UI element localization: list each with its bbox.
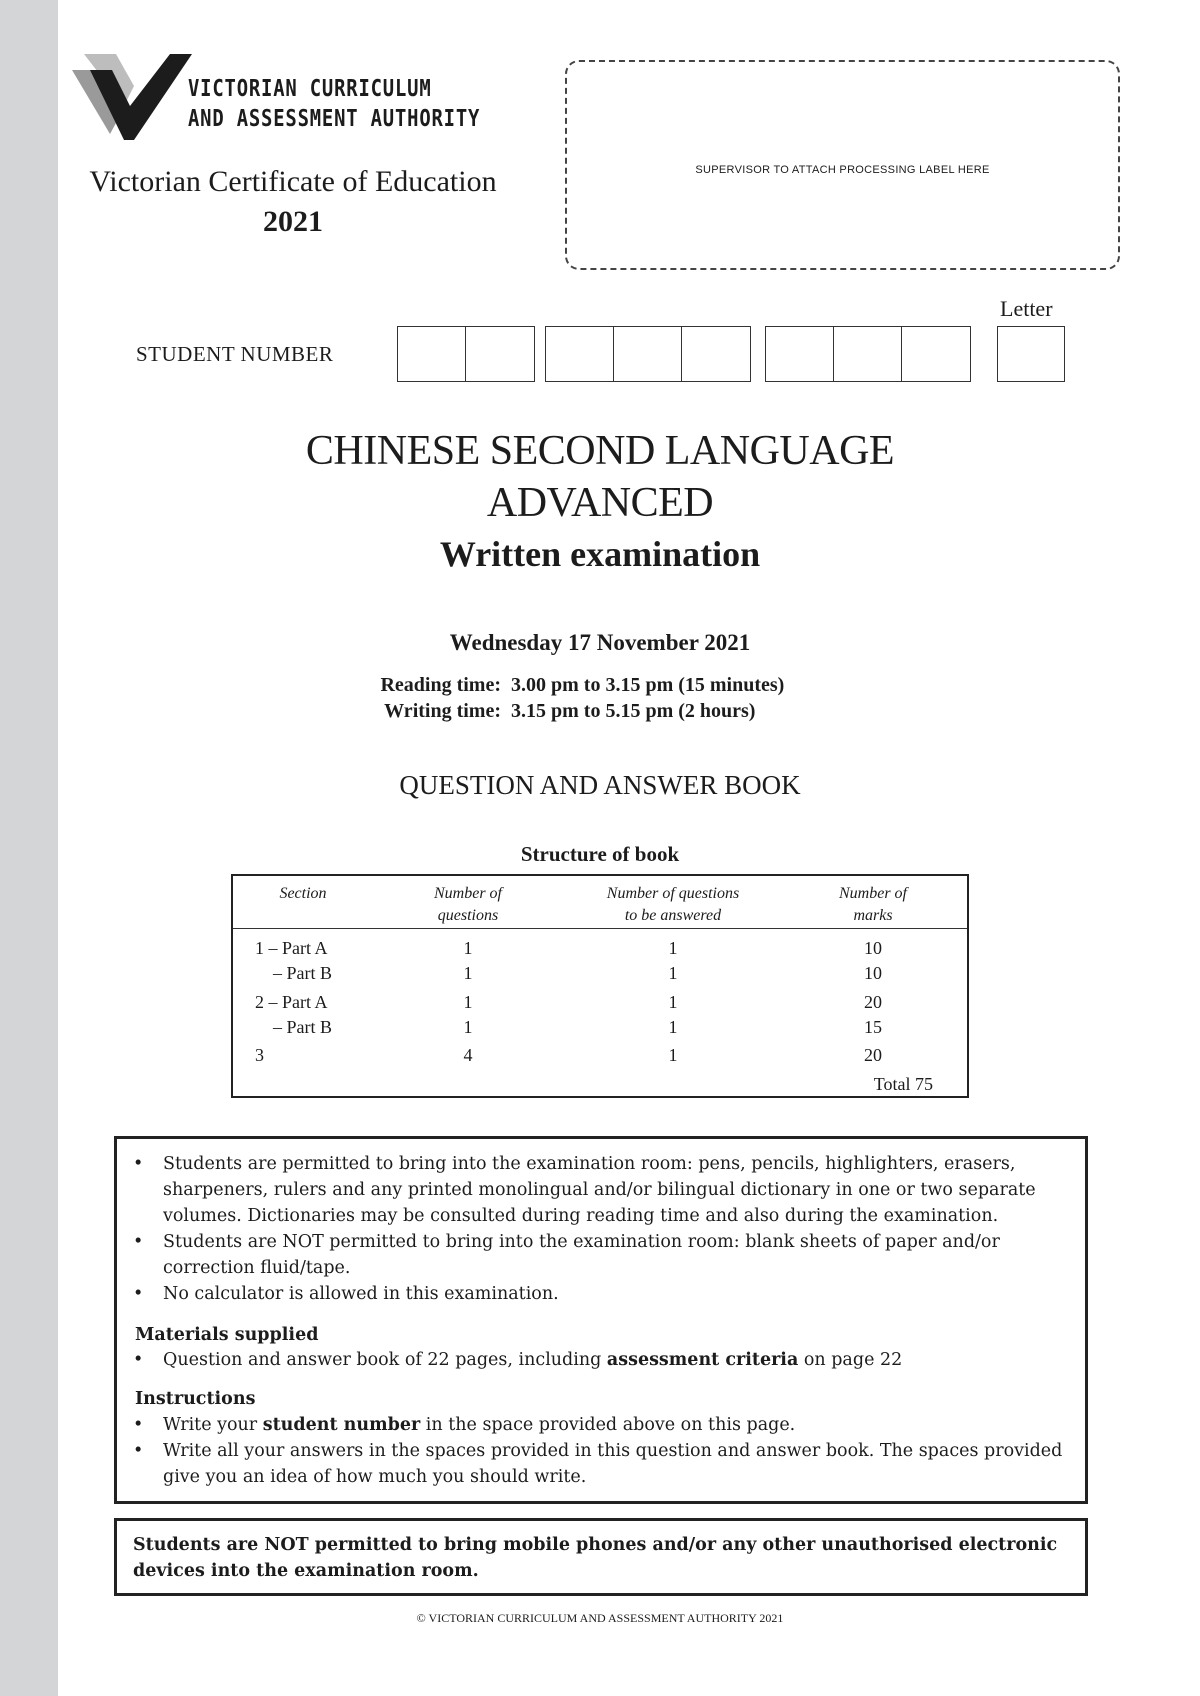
bullet-item (133, 1151, 1067, 1229)
processing-label-text: SUPERVISOR TO ATTACH PROCESSING LABEL HERE (695, 164, 990, 176)
vcaa-logo (72, 54, 512, 140)
instruction-text (133, 1412, 1067, 1438)
header-line: questions (437, 907, 499, 924)
bullet-text: Students are permitted to bring into the examination room: pens, pencils, highlighters, erasers, sharpeners, rulers and any printed monolingual and/or bilingual dictionary in one or two separate volumes. Dictionaries may be consulted during reading time and also during the examination. (163, 1154, 1036, 1226)
header-num-answered (573, 883, 773, 927)
student-number-group-2[interactable] (545, 326, 751, 382)
table-cell-questions: 1 (463, 1017, 473, 1037)
table-total: Total 75 (873, 1074, 933, 1094)
exam-title-line-1: CHINESE SECOND LANGUAGE (305, 428, 895, 474)
vcaa-logo-icon (72, 54, 192, 140)
bullet-item (133, 1229, 1067, 1281)
table-cell-marks: 20 (864, 1045, 882, 1065)
table-cell-section: – Part B (273, 1017, 333, 1037)
bullet-text: Students are NOT permitted to bring into the examination room: blank sheets of paper and/or correction fluid/tape. (163, 1232, 1000, 1278)
student-number-digit[interactable] (466, 327, 534, 381)
table-cell-marks: 10 (864, 938, 882, 958)
materials-text (133, 1347, 1067, 1373)
text-run: on page 22 (798, 1350, 903, 1370)
header-line: to be answered (624, 907, 722, 924)
book-title: QUESTION AND ANSWER BOOK (399, 770, 801, 800)
bullet-icon: • (133, 1441, 144, 1461)
table-cell-questions: 1 (463, 992, 473, 1012)
table-cell-section: 1 – Part A (255, 938, 328, 958)
student-number-digit[interactable] (614, 327, 682, 381)
student-number-group-1[interactable] (397, 326, 535, 382)
student-letter-box[interactable] (997, 326, 1065, 382)
org-line-2: AND ASSESSMENT AUTHORITY (188, 106, 481, 132)
structure-table-header (233, 876, 967, 929)
org-line-1: VICTORIAN CURRICULUM (188, 76, 432, 102)
table-cell-section: 3 (255, 1045, 264, 1065)
header-line: Number of (434, 885, 502, 902)
bullet-item (133, 1281, 1067, 1307)
letter-label: Letter (1000, 296, 1053, 321)
header-line: Number of questions (606, 885, 740, 902)
table-cell-section: – Part B (273, 963, 333, 983)
reading-time-label: Reading time: (380, 674, 501, 696)
table-cell-marks: 15 (864, 1017, 882, 1037)
student-number-digit[interactable] (902, 327, 970, 381)
warning-text: Students are NOT permitted to bring mobile phones and/or any other unauthorised electronic devices into the examination room. (133, 1535, 1058, 1581)
student-number-digit[interactable] (766, 327, 834, 381)
exam-date: Wednesday 17 November 2021 (449, 630, 751, 655)
student-number-group-3[interactable] (765, 326, 971, 382)
text-run-bold: student number (262, 1415, 421, 1435)
warning-box (114, 1518, 1088, 1596)
processing-label-area (565, 60, 1120, 270)
instruction-item (133, 1412, 1067, 1438)
text-run: Question and answer book of 22 pages, including (163, 1350, 607, 1370)
bullet-icon: • (133, 1350, 144, 1370)
header-line: marks (853, 907, 893, 924)
vcaa-logo-text (188, 74, 480, 134)
student-number-digit[interactable] (682, 327, 750, 381)
instruction-item (133, 1438, 1067, 1490)
bullet-icon: • (133, 1232, 144, 1252)
bullet-icon: • (133, 1415, 144, 1435)
bullet-icon: • (133, 1154, 144, 1174)
exam-title (0, 425, 1200, 529)
header-line: Number of (839, 885, 907, 902)
table-cell-answered: 1 (668, 963, 678, 983)
student-number-digit[interactable] (398, 327, 466, 381)
header-section (253, 883, 353, 905)
reading-time-value: 3.00 pm to 3.15 pm (15 minutes) (511, 674, 785, 696)
table-cell-answered: 1 (668, 992, 678, 1012)
header-num-questions (403, 883, 533, 927)
table-cell-questions: 1 (463, 938, 473, 958)
exam-subtitle: Written examination (439, 534, 761, 574)
bullet-icon: • (133, 1284, 144, 1304)
table-cell-answered: 1 (668, 938, 678, 958)
table-cell-marks: 10 (864, 963, 882, 983)
table-cell-questions: 4 (463, 1045, 473, 1065)
certificate-heading (68, 162, 518, 242)
table-cell-questions: 1 (463, 963, 473, 983)
instruction-text: Write all your answers in the spaces provided in this question and answer book. The spaces provided give you an idea of how much you should write. (163, 1441, 1063, 1487)
student-number-digit[interactable] (546, 327, 614, 381)
header-num-marks (813, 883, 933, 927)
exam-title-line-2: ADVANCED (486, 480, 714, 526)
materials-item (133, 1347, 1067, 1373)
table-cell-section: 2 – Part A (255, 992, 328, 1012)
student-number-digit[interactable] (834, 327, 902, 381)
text-run-bold: assessment criteria (606, 1350, 799, 1370)
certificate-title: Victorian Certificate of Education (89, 165, 497, 198)
structure-table (231, 874, 969, 1098)
copyright-footer: © VICTORIAN CURRICULUM AND ASSESSMENT AUTHORITY 2021 (416, 1611, 784, 1625)
writing-time-value: 3.15 pm to 5.15 pm (2 hours) (511, 700, 756, 722)
table-cell-answered: 1 (668, 1017, 678, 1037)
header-section-line: Section (279, 885, 327, 902)
instructions-heading: Instructions (135, 1389, 256, 1409)
writing-time-label: Writing time: (384, 700, 501, 722)
certificate-year: 2021 (263, 205, 323, 238)
table-cell-answered: 1 (668, 1045, 678, 1065)
materials-heading: Materials supplied (135, 1325, 319, 1345)
bullet-text: No calculator is allowed in this examination. (163, 1284, 559, 1304)
exam-times (368, 672, 784, 724)
student-number-label: STUDENT NUMBER (136, 342, 334, 366)
text-run: Write your (163, 1415, 263, 1435)
instructions-box (114, 1136, 1088, 1504)
text-run: in the space provided above on this page. (420, 1415, 796, 1435)
structure-caption: Structure of book (520, 842, 680, 866)
table-cell-marks: 20 (864, 992, 882, 1012)
